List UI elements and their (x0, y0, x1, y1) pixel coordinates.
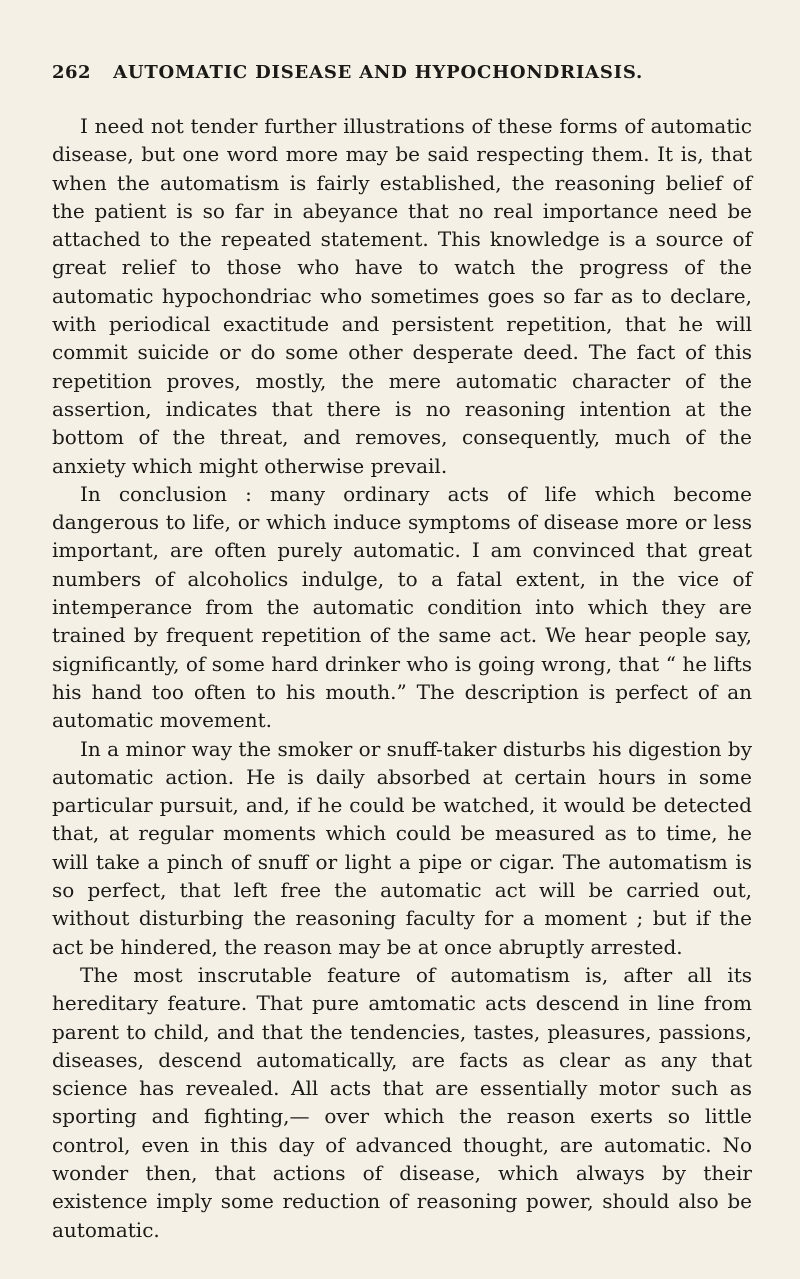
paragraph-3: In a minor way the smoker or snuff-taker disturbs his digestion by automatic action. He is daily absorbed at certain hours in some particular pursuit, and, if he could be watched, it would be detected that, at regular moments which could be measured as to time, he will take a pinch of snuff or light a pipe or cigar. The automatism is so perfect, that left free the automatic act will be carried out, without disturbing the reasoning faculty for a moment ; but if the act be hindered, the reason may be at once abruptly arrested. (52, 736, 752, 959)
paragraph-1: I need not tender further illustrations of these forms of automatic disease, but one word more may be said respecting them. It is, that when the automatism is fairly established, the reasoning belief of the patient is so far in abeyance that no real importance need be attached to the repeated statement. This knowledge is a source of great relief to those who have to watch the progress of the automatic hypochondriac who sometimes goes so far as to declare, with periodical exactitude and persistent repetition, that he will commit suicide or do some other desperate deed. The fact of this repetition proves, mostly, the mere automatic character of the assertion, indicates that there is no reasoning intention at the bottom of the threat, and removes, consequently, much of the anxiety which might otherwise prevail. (52, 114, 752, 478)
page-number: 262 (52, 62, 92, 83)
running-title: AUTOMATIC DISEASE AND HYPOCHONDRIASIS. (113, 62, 644, 83)
paragraph-4: The most inscrutable feature of automatism is, after all its hereditary feature. That pure amtomatic acts descend in line from parent to child, and that the tendencies, tastes, pleasures, passions, diseases, descend automatically, are facts as clear as any that science has revealed. All acts that are essentially motor such as sporting and fighting,— over which the reason exerts so little control, even in this day of advanced thought, are automatic. No wonder then, that actions of disease, which always by their existence imply some reduction of reasoning power, should also be automatic. (52, 962, 752, 1242)
paragraph-2: In conclusion : many ordinary acts of life which become dangerous to life, or which induce symptoms of disease more or less important, are often purely automatic. I am convinced that great numbers of alcoholics indulge, to a fatal extent, in the vice of intemperance from the automatic condition into which they are trained by frequent repetition of the same act. We hear people say, significantly, of some hard drinker who is going wrong, that “ he lifts his hand too often to his mouth.” The description is perfect of an automatic movement. (52, 481, 752, 733)
running-head (52, 62, 760, 90)
body-text (52, 112, 752, 1244)
